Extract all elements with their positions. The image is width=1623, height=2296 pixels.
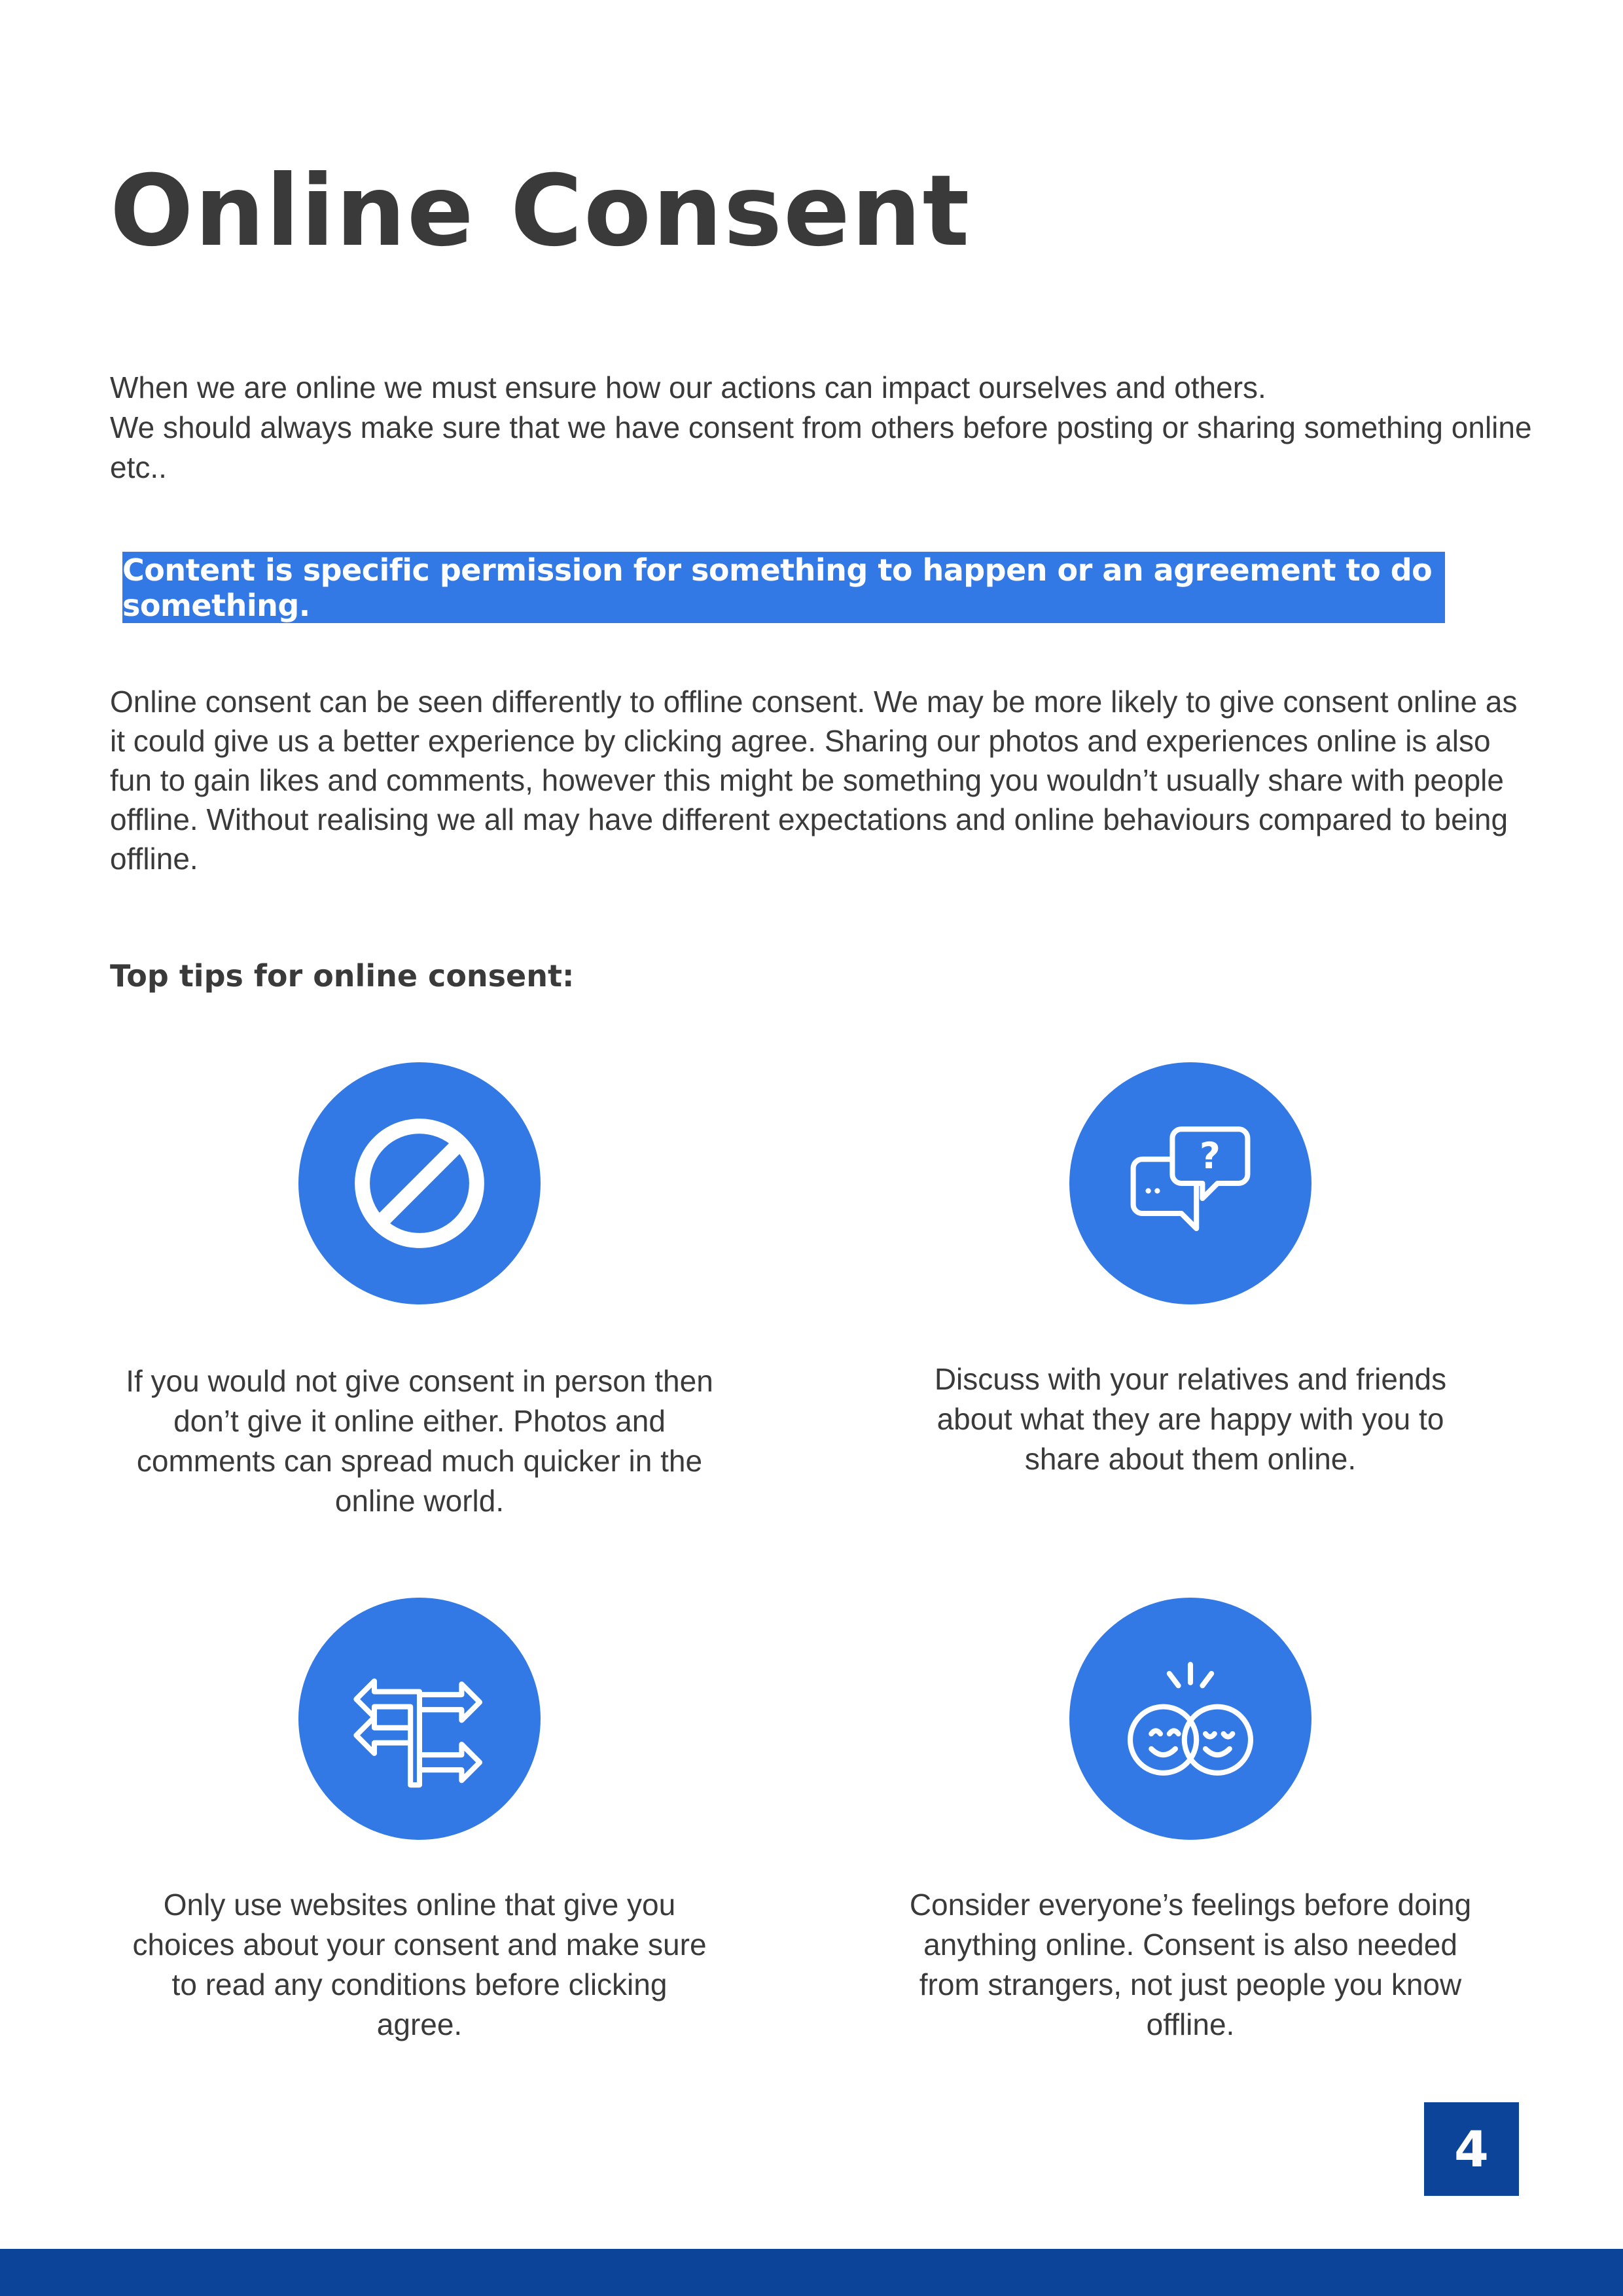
- tip-3-text: Only use websites online that give you choices about your consent and make sure to read any conditions before clicking agree.: [132, 1888, 707, 2041]
- intro-line-2: We should always make sure that we have consent from others before posting or sharing something online etc..: [110, 410, 1532, 484]
- tip-2-text: Discuss with your relatives and friends about what they are happy with you to share about them online.: [934, 1362, 1447, 1476]
- tip-4-text: Consider everyone’s feelings before doing anything online. Consent is also needed from strangers, not just people you know offline.: [909, 1888, 1472, 2041]
- chat-question-icon: [1115, 1108, 1266, 1259]
- footer-bar: [0, 2249, 1623, 2296]
- tip-1-badge: [298, 1062, 541, 1304]
- svg-text:?: ?: [1199, 1136, 1221, 1177]
- intro-line-1: When we are online we must ensure how our actions can impact ourselves and others.: [110, 370, 1266, 404]
- page-title: Online Consent: [110, 154, 971, 268]
- tip-2-badge: [1069, 1062, 1311, 1304]
- page-number: 4: [1424, 2102, 1519, 2196]
- tips-heading: Top tips for online consent:: [110, 958, 575, 994]
- tip-1-text: If you would not give consent in person then don’t give it online either. Photos and comments can spread much quicker in the online world.: [126, 1364, 713, 1518]
- definition-banner: Content is specific permission for something to happen or an agreement to do something.: [122, 552, 1445, 623]
- body-paragraph: Online consent can be seen differently to offline consent. We may be more likely to give consent online as it could give us a better experience by clicking agree. Sharing our photos and experiences online is also fun to gain likes and comments, however this might be something you wouldn’t usually share with people offline. Without realising we all may have different expectations and online behaviours compared to being offline.: [110, 685, 1518, 876]
- happy-faces-icon: [1115, 1643, 1266, 1794]
- intro-paragraph: [110, 368, 1537, 488]
- tip-3-badge: [298, 1598, 541, 1840]
- direction-arrows-icon: [344, 1643, 495, 1794]
- tip-4-badge: [1069, 1598, 1311, 1840]
- prohibited-icon: [344, 1108, 495, 1259]
